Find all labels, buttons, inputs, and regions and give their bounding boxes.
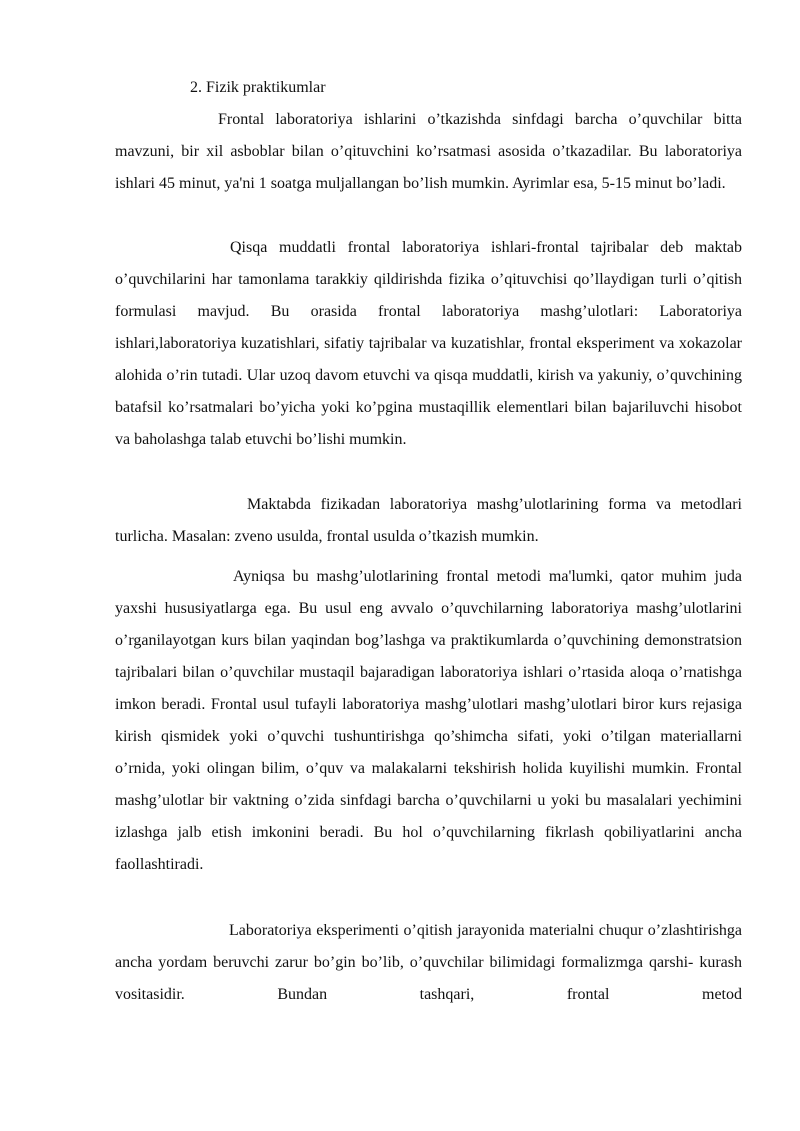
paragraph-frontal-method-advantages: Ayniqsa bu mashg’ulotlarining frontal metodi ma'lumki, qator muhim juda yaxshi hususiyatlarga ega. Bu usul eng avvalo o’quvchilarning laboratoriya mashg’ulotlarini o’rganilayotgan kurs bilan yaqindan bog’lashga va praktikumlarda o’quvchining demonstratsion tajribalari bilan o’quvchilar mustaqil bajaradigan laboratoriya ishlari o’rtasida aloqa o’rnatishga imkon beradi. Frontal usul tufayli laboratoriya mashg’ulotlari mashg’ulotlari biror kurs rejasiga kirish qismidek yoki o’quvchi tushuntirishga qo’shimcha sifati, yoki o’tilgan materiallarni o’rnida, yoki olingan bilim, o’quv va malakalarni tekshirish holida kuyilishi mumkin. Frontal mashg’ulotlar bir vaktning o’zida sinfdagi barcha o’quvchilarni u yoki bu masalalari yechimini izlashga jalb etish imkonini beradi. Bu hol o’quvchilarning fikrlash qobiliyatlarini ancha faollashtiradi. <box>115 568 742 873</box>
paragraph-forms-and-methods: Maktabda fizikadan laboratoriya mashg’ulotlarining forma va metodlari turlicha. Masalan: zveno usulda, frontal usulda o’tkazish mumkin. <box>115 496 742 545</box>
paragraph-short-frontal-experiments: Qisqa muddatli frontal laboratoriya ishlari-frontal tajribalar deb maktab o’quvchilarini har tamonlama tarakkiy qildirishda fizika o’qituvchisi qo’llaydigan turli o’qitish formulasi mavjud. Bu orasida frontal laboratoriya mashg’ulotlari: Laboratoriya ishlari,laboratoriya kuzatishlari, sifatiy tajribalar va kuzatishlar, frontal eksperiment va xokazolar alohida o’rin tutadi. Ular uzoq davom etuvchi va qisqa muddatli, kirish va yakuniy, o’quvchining batafsil ko’rsatmalari bo’yicha yoki ko’pgina mustaqillik elementlari bilan bajariluvchi hisobot va baholashga talab etuvchi bo’lishi mumkin. <box>115 239 742 448</box>
section-heading: 2. Fizik praktikumlar <box>190 79 326 96</box>
paragraph-frontal-lab-intro: Frontal laboratoriya ishlarini o’tkazishda sinfdagi barcha o’quvchilar bitta mavzuni, bir xil asboblar bilan o’qituvchini ko’rsatmasi asosida o’tkazadilar. Bu laboratoriya ishlari 45 minut, ya'ni 1 soatga muljallangan bo’lish mumkin. Ayrimlar esa, 5-15 minut bo’ladi. <box>115 111 742 192</box>
paragraph-lab-experiment-role: Laboratoriya eksperimenti o’qitish jarayonida materialni chuqur o’zlashtirishga ancha yordam beruvchi zarur bo’gin bo’lib, o’quvchilar bilimidagi formalizmga qarshi- kurash vositasidir. Bundan tashqari, frontal metod <box>115 922 742 1003</box>
